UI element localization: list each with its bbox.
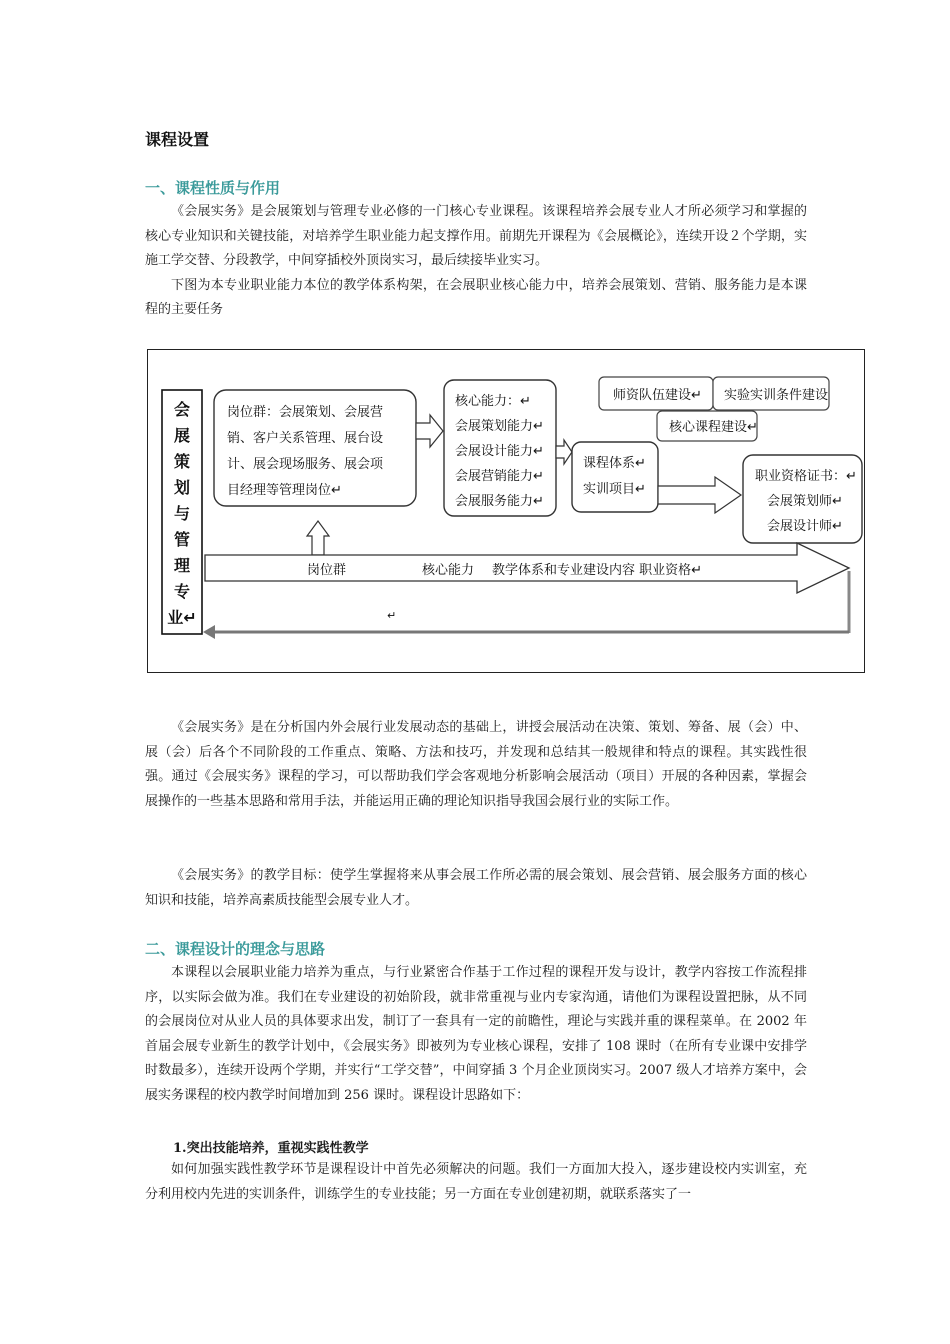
major-char: 策 bbox=[173, 452, 191, 471]
certificate-line: 会展设计师↵ bbox=[767, 519, 843, 534]
major-char: 与 bbox=[173, 504, 191, 523]
training-base-label: 实验实训条件建设 bbox=[724, 388, 829, 403]
job-group-line: 岗位群：会展策划、会展营 bbox=[227, 405, 384, 420]
major-char: 展 bbox=[173, 426, 191, 445]
paragraph-design-concept bbox=[145, 961, 807, 1109]
paragraph-course-description bbox=[145, 716, 807, 814]
paragraph-text: 下图为本专业职业能力本位的教学体系构架，在会展职业核心能力中，培养会展策划、营销、服务能力是本课程的主要任务 bbox=[145, 277, 807, 318]
major-char: 理 bbox=[173, 556, 191, 575]
return-mark: ↵ bbox=[387, 609, 397, 622]
paragraph-course-nature bbox=[145, 200, 807, 323]
core-ability-line: 会展服务能力↵ bbox=[455, 494, 544, 509]
major-char: 专 bbox=[173, 582, 191, 601]
diagram-svg bbox=[147, 349, 865, 673]
page-title: 课程设置 bbox=[145, 130, 210, 149]
paragraph-text: 如何加强实践性教学环节是课程设计中首先必须解决的问题。我们一方面加大投入，逐步建设校内实训室，充分利用校内先进的实训条件，训练学生的专业技能；另一方面在专业创建初期，就联系落实了一 bbox=[145, 1162, 807, 1202]
subheading-skill-training: 1.突出技能培养，重视实践性教学 bbox=[173, 1141, 369, 1156]
progression-label-system: 教学体系和专业建设内容 职业资格↵ bbox=[492, 563, 703, 578]
paragraph-practice-teaching bbox=[145, 1158, 807, 1207]
teacher-team-label: 师资队伍建设↵ bbox=[613, 388, 702, 403]
major-char: 会 bbox=[173, 400, 191, 419]
certificate-line: 会展策划师↵ bbox=[767, 494, 843, 509]
job-group-line: 销、客户关系管理、展台设 bbox=[227, 431, 384, 446]
major-char: 管 bbox=[173, 530, 191, 549]
core-ability-line: 会展策划能力↵ bbox=[455, 419, 544, 434]
core-ability-line: 核心能力：↵ bbox=[455, 394, 531, 409]
section-heading-design: 二、课程设计的理念与思路 bbox=[145, 940, 326, 958]
job-group-line: 计、展会现场服务、展会项 bbox=[227, 457, 384, 472]
paragraph-text: 《会展实务》的教学目标：使学生掌握将来从事会展工作所必需的展会策划、展会营销、展会服务方面的核心知识和技能，培养高素质技能型会展专业人才。 bbox=[145, 868, 807, 908]
paragraph-text: 本课程以会展职业能力培养为重点，与行业紧密合作基于工作过程的课程开发与设计，教学内容按工作流程排序，以实际会做为准。我们在专业建设的初始阶段，就非常重视与业内专家沟通，请他们为课程设置把脉，从不同的会展岗位对从业人员的具体要求出发，制订了一套具有一定的前瞻性，理论与实践并重的课程菜单。在 2002 年首届会展专业新生的教学计划中，《会展实务》即被列为专业核心课程，安排了 108 课时（在所有专业课中安排学时数最多），连续开设两个学期，并实行“工学交替”，中间穿插 3 个月企业顶岗实习。2007 级人才培养方案中，会展实务课程的校内教学时间增加到 256 课时。课程设计思路如下： bbox=[145, 965, 807, 1103]
paragraph-text: 《会展实务》是会展策划与管理专业必修的一门核心专业课程。该课程培养会展专业人才所必须学习和掌握的核心专业知识和关键技能，对培养学生职业能力起支撑作用。前期先开课程为《会展概论》，连续开设２个学期，实施工学交替、分段教学，中间穿插校外顶岗实习，最后续接毕业实习。 bbox=[145, 204, 807, 269]
course-system-line: 课程体系↵ bbox=[583, 456, 646, 471]
core-ability-line: 会展营销能力↵ bbox=[455, 469, 544, 484]
course-system-box bbox=[572, 442, 658, 512]
section-heading-nature: 一、课程性质与作用 bbox=[145, 179, 281, 197]
core-course-label: 核心课程建设↵ bbox=[669, 420, 758, 435]
paragraph-teaching-goal bbox=[145, 864, 807, 913]
major-char: 业↵ bbox=[167, 608, 197, 627]
paragraph-text: 《会展实务》是在分析国内外会展行业发展动态的基础上，讲授会展活动在决策、策划、筹备、展（会）中、展（会）后各个不同阶段的工作重点、策略、方法和技巧，并发现和总结其一般规律和特点的课程。其实践性很强。通过《会展实务》课程的学习，可以帮助我们学会客观地分析影响会展活动（项目）开展的各种因素，掌握会展操作的一些基本思路和常用手法，并能运用正确的理论知识指导我国会展行业的实际工作。 bbox=[145, 720, 807, 809]
job-group-line: 目经理等管理岗位↵ bbox=[227, 483, 342, 498]
progression-label-job: 岗位群 bbox=[307, 563, 347, 578]
major-char: 划 bbox=[173, 478, 191, 497]
core-ability-line: 会展设计能力↵ bbox=[455, 444, 544, 459]
certificate-text bbox=[755, 468, 857, 534]
course-system-line: 实训项目↵ bbox=[583, 482, 646, 497]
teaching-system-diagram bbox=[147, 349, 865, 673]
progression-label-core: 核心能力 bbox=[422, 563, 475, 578]
certificate-line: 职业资格证书：↵ bbox=[755, 469, 857, 484]
